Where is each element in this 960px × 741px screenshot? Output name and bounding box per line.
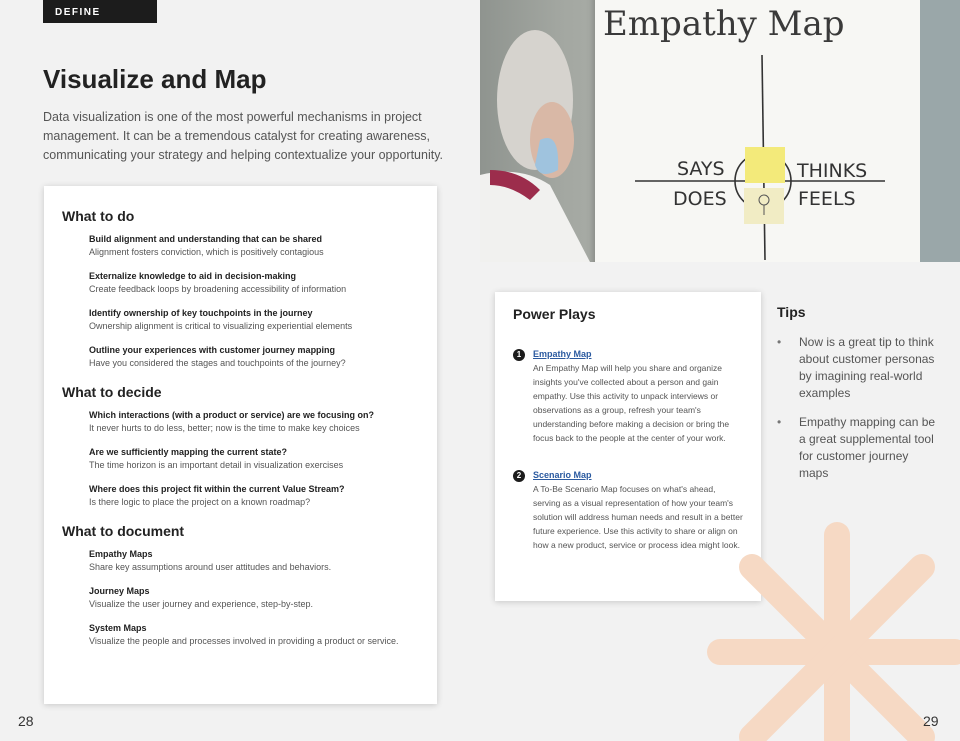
- item-title: Empathy Maps: [89, 549, 153, 559]
- tips-title: Tips: [777, 304, 806, 320]
- board-drawing: [595, 0, 920, 262]
- section-what-to-do: [62, 208, 419, 370]
- item-desc: Visualize the people and processes involved in providing a product or service.: [89, 636, 399, 646]
- section-title: What to do: [62, 208, 135, 224]
- list-item: [89, 585, 419, 611]
- item-desc: Create feedback loops by broadening accessibility of information: [89, 284, 347, 294]
- intro-paragraph: Data visualization is one of the most powerful mechanisms in project management. It can be a tremendous catalyst for creating awareness, communicating your strategy and helping contextualize your opportunity.: [43, 110, 443, 162]
- whiteboard: [595, 0, 920, 262]
- item-title: Identify ownership of key touchpoints in the journey: [89, 308, 313, 318]
- tip-item: • Now is a great tip to think about customer personas by imagining real-world examples: [777, 334, 937, 402]
- play-desc: A To-Be Scenario Map focuses on what's ahead, serving as a visual representation of how your team's solution will address human needs and result in a better future experience. Use this activity to share or align on how a new product, service or process idea might look.: [533, 484, 743, 550]
- quadrant-feels: FEELS: [798, 188, 856, 210]
- empathy-map-link[interactable]: Empathy Map: [533, 349, 592, 359]
- item-title: System Maps: [89, 623, 147, 633]
- list-item: [89, 548, 419, 574]
- quadrant-thinks: THINKS: [797, 160, 868, 182]
- list-item: [89, 446, 419, 472]
- section-title: What to decide: [62, 384, 162, 400]
- list-item: [89, 307, 419, 333]
- number-badge: 1: [513, 349, 525, 361]
- person-silhouette: [480, 0, 600, 262]
- item-desc: The time horizon is an important detail in visualization exercises: [89, 460, 344, 470]
- sticky-note-yellow: [745, 147, 785, 183]
- page-title: Visualize and Map: [43, 64, 267, 94]
- quadrant-says: SAYS: [677, 158, 725, 180]
- quadrant-does: DOES: [673, 188, 727, 210]
- starburst-decoration: [700, 515, 960, 741]
- board-title: Empathy Map: [603, 4, 845, 44]
- item-title: Outline your experiences with customer journey mapping: [89, 345, 336, 355]
- guidance-card: [44, 186, 437, 704]
- list-item: [89, 622, 419, 648]
- scenario-map-link[interactable]: Scenario Map: [533, 470, 592, 480]
- item-title: Are we sufficiently mapping the current state?: [89, 447, 288, 457]
- list-item: [89, 483, 419, 509]
- item-title: Which interactions (with a product or service) are we focusing on?: [89, 410, 375, 420]
- page-number-right: 29: [923, 713, 939, 729]
- power-play-item: [513, 348, 743, 445]
- list-item: [89, 409, 419, 435]
- item-desc: It never hurts to do less, better; now is the time to make key choices: [89, 423, 360, 433]
- item-title: Externalize knowledge to aid in decision-making: [89, 271, 297, 281]
- item-desc: Is there logic to place the project on a known roadmap?: [89, 497, 311, 507]
- item-title: Journey Maps: [89, 586, 150, 596]
- section-tag: DEFINE: [43, 0, 157, 23]
- power-plays-title: Power Plays: [513, 306, 596, 322]
- item-desc: Have you considered the stages and touchpoints of the journey?: [89, 358, 346, 368]
- item-desc: Visualize the user journey and experience, step-by-step.: [89, 599, 313, 609]
- page-number-left: 28: [18, 713, 34, 729]
- number-badge: 2: [513, 470, 525, 482]
- background-wall: [920, 0, 960, 262]
- item-desc: Alignment fosters conviction, which is positively contagious: [89, 247, 324, 257]
- list-item: [89, 233, 419, 259]
- item-title: Build alignment and understanding that can be shared: [89, 234, 323, 244]
- list-item: [89, 270, 419, 296]
- section-what-to-document: [62, 523, 419, 648]
- empathy-map-photo: [480, 0, 960, 262]
- item-desc: Share key assumptions around user attitudes and behaviors.: [89, 562, 332, 572]
- list-item: [89, 344, 419, 370]
- item-desc: Ownership alignment is critical to visualizing experiential elements: [89, 321, 353, 331]
- section-title: What to document: [62, 523, 185, 539]
- item-title: Where does this project fit within the current Value Stream?: [89, 484, 345, 494]
- section-what-to-decide: [62, 384, 419, 509]
- asterisk-icon: [700, 515, 960, 741]
- tip-item: • Empathy mapping can be a great supplemental tool for customer journey maps: [777, 414, 937, 482]
- tips-panel: [777, 304, 937, 494]
- play-desc: An Empathy Map will help you share and organize insights you've collected about a person and gain empathy. Use this activity to unpack interviews or observations as a group, refresh your team's understanding before making a decision or bring the focus back to the people at the center of your work.: [533, 363, 730, 443]
